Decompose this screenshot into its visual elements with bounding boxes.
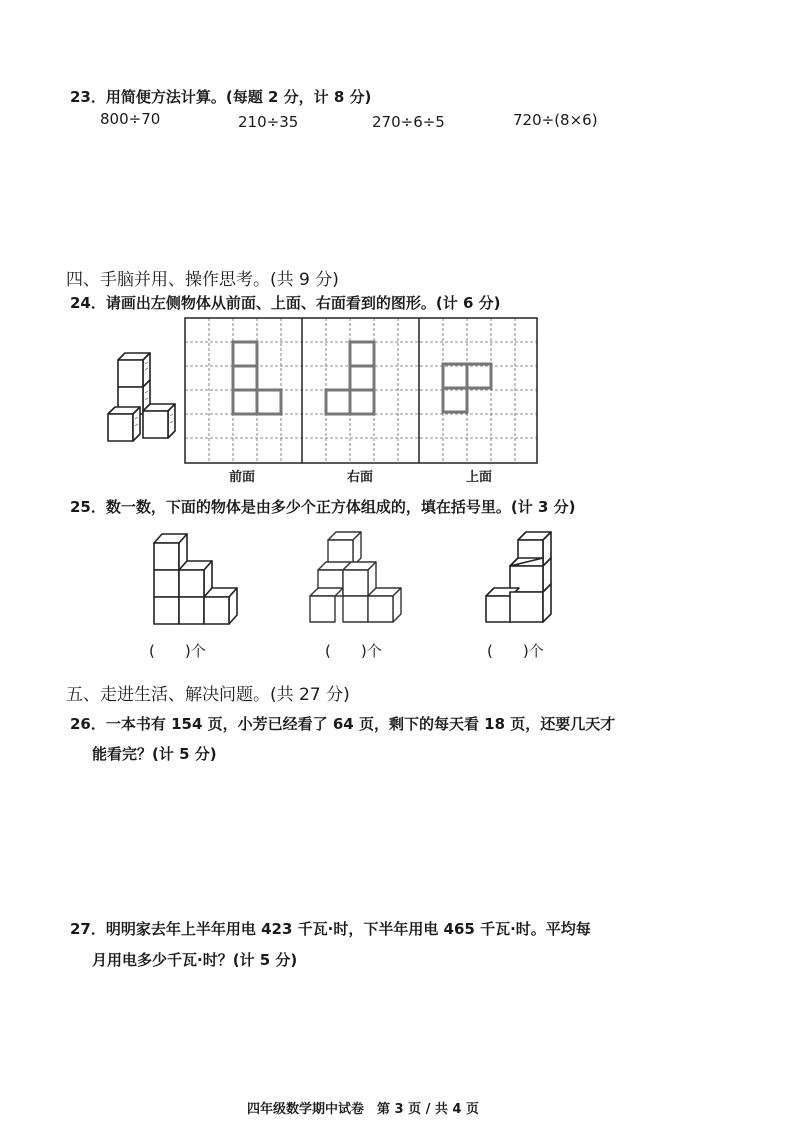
q26-line-2: 能看完？(计 5 分)	[92, 745, 217, 763]
q25-title: 25．数一数，下面的物体是由多少个正方体组成的，填在括号里。(计 3 分)	[70, 498, 576, 516]
q25-answer-3[interactable]: ( )个	[487, 642, 544, 660]
q24-label-front: 前面	[229, 470, 256, 485]
q25-figure-3	[484, 528, 559, 628]
section5-title: 五、走进生活、解决问题。(共 27 分)	[66, 685, 350, 705]
q24-label-top: 上面	[466, 470, 493, 485]
q23-title: 23．用简便方法计算。(每题 2 分，计 8 分)	[70, 88, 372, 106]
q27-line-2: 月用电多少千瓦·时？(计 5 分)	[92, 951, 298, 969]
page-footer: 四年级数学期中试卷 第 3 页 / 共 4 页	[247, 1102, 479, 1117]
q24-title: 24．请画出左侧物体从前面、上面、右面看到的图形。(计 6 分)	[70, 294, 501, 312]
q23-expr-4: 720÷(8×6)	[513, 111, 598, 129]
q23-expr-1: 800÷70	[100, 110, 161, 128]
q25-figure-2	[308, 528, 413, 633]
q24-cube-object	[100, 348, 180, 448]
q23-expr-3: 270÷6÷5	[372, 113, 445, 131]
q27-line-1: 27．明明家去年上半年用电 423 千瓦·时，下半年用电 465 千瓦·时。平均每	[70, 920, 591, 938]
q25-answer-1[interactable]: ( )个	[149, 642, 206, 660]
section4-title: 四、手脑并用、操作思考。(共 9 分)	[66, 270, 339, 290]
q24-drawing-grid	[185, 318, 537, 463]
q26-line-1: 26．一本书有 154 页，小芳已经看了 64 页，剩下的每天看 18 页，还要几天才	[70, 715, 616, 733]
q23-expr-2: 210÷35	[238, 113, 299, 131]
q25-figure-1	[150, 528, 245, 628]
q24-label-right: 右面	[347, 470, 374, 485]
q25-answer-2[interactable]: ( )个	[325, 642, 382, 660]
